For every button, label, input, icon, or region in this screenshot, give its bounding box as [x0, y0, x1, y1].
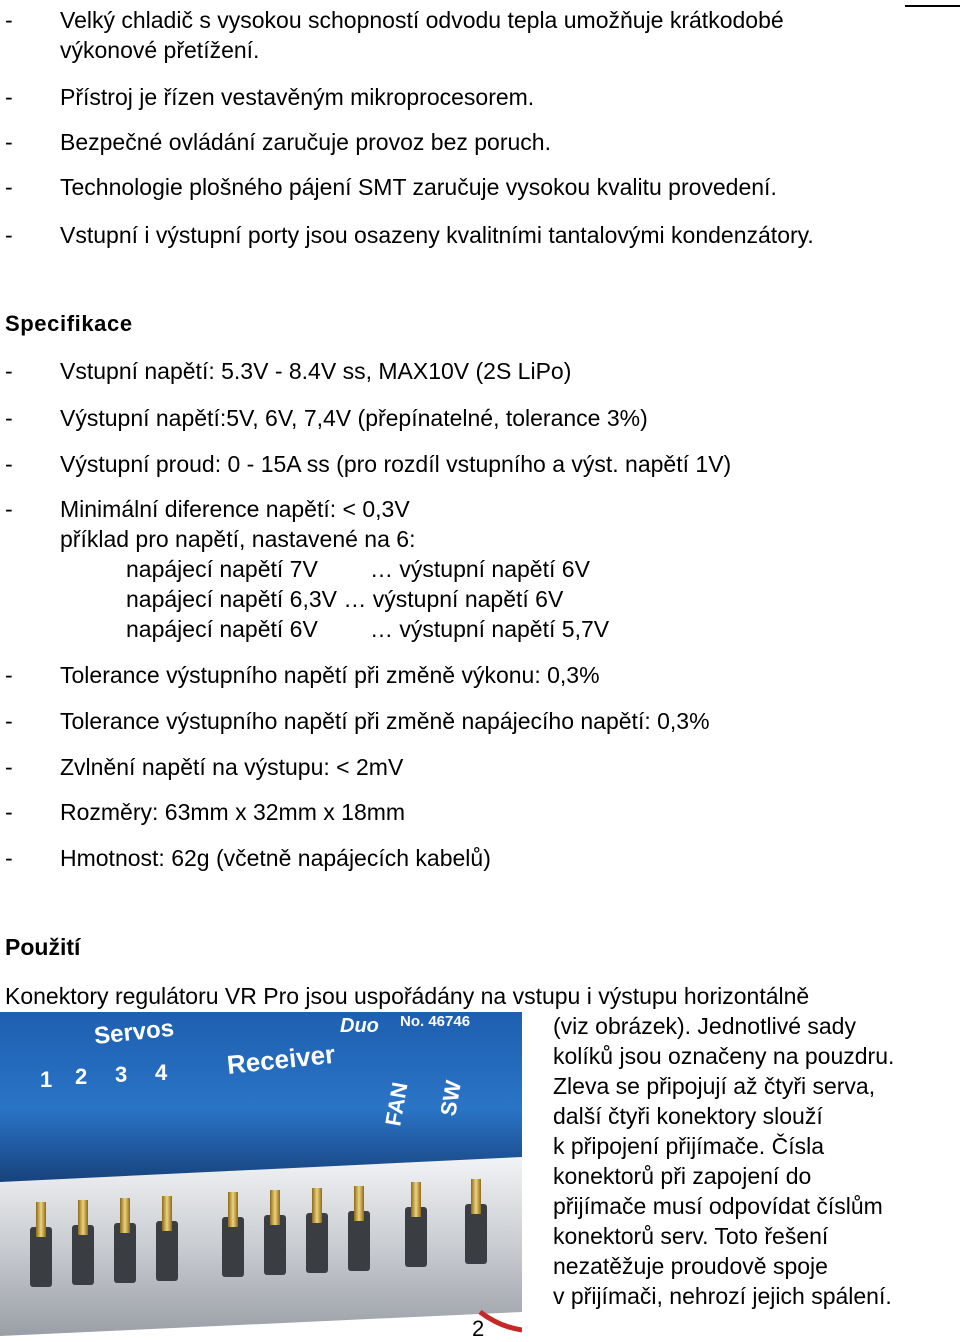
image-label-part-no: No. 46746 — [400, 1013, 471, 1030]
usage-line: (viz obrázek). Jednotlivé sady — [553, 1013, 856, 1039]
spec-item: Tolerance výstupního napětí při změně výkonu: 0,3% — [60, 662, 600, 688]
top-rule — [905, 5, 960, 7]
list-dash: - — [5, 84, 13, 110]
image-label-num: 2 — [75, 1064, 88, 1089]
spec-item: Rozměry: 63mm x 32mm x 18mm — [60, 799, 406, 825]
spec-item: Výstupní proud: 0 - 15A ss (pro rozdíl vstupního a výst. napětí 1V) — [60, 451, 732, 477]
spec-example-output: … výstupní napětí 6V — [370, 556, 590, 582]
feature-item: Bezpečné ovládání zaručuje provoz bez poruch. — [60, 129, 551, 155]
feature-item-continuation: výkonové přetížení. — [60, 37, 260, 63]
list-dash: - — [5, 496, 13, 522]
list-dash: - — [5, 708, 13, 734]
image-label-fan: FAN — [380, 1080, 413, 1128]
usage-intro-line: Konektory regulátoru VR Pro jsou uspořádány na vstupu i výstupu horizontálně — [5, 983, 810, 1009]
list-dash: - — [5, 174, 13, 200]
list-dash: - — [5, 845, 13, 871]
list-dash: - — [5, 129, 13, 155]
spec-item: Minimální diference napětí: < 0,3V — [60, 496, 410, 522]
list-dash: - — [5, 358, 13, 384]
image-label-servos: Servos — [92, 1014, 176, 1050]
usage-line: konektorů při zapojení do — [553, 1163, 812, 1189]
spec-example-input: napájecí napětí 6V — [126, 616, 318, 642]
usage-line: kolíků jsou označeny na pouzdru. — [553, 1043, 895, 1069]
regulator-photo — [0, 1012, 522, 1336]
usage-line: v přijímači, nehrozí jejich spálení. — [553, 1283, 892, 1309]
usage-line: přijímače musí odpovídat číslům — [553, 1193, 883, 1219]
list-dash: - — [5, 662, 13, 688]
list-dash: - — [5, 7, 13, 33]
usage-heading: Použití — [5, 934, 81, 960]
spec-example-line: napájecí napětí 6,3V … výstupní napětí 6V — [126, 586, 564, 612]
list-dash: - — [5, 799, 13, 825]
spec-item: Výstupní napětí:5V, 6V, 7,4V (přepínatelné, tolerance 3%) — [60, 405, 648, 431]
feature-item: Přístroj je řízen vestavěným mikroprocesorem. — [60, 84, 535, 110]
list-dash: - — [5, 451, 13, 477]
image-label-num: 4 — [155, 1060, 168, 1085]
list-dash: - — [5, 405, 13, 431]
list-dash: - — [5, 754, 13, 780]
spec-example-input: napájecí napětí 7V — [126, 556, 318, 582]
usage-line: konektorů serv. Toto řešení — [553, 1223, 829, 1249]
usage-line: k připojení přijímače. Čísla — [553, 1133, 824, 1159]
spec-item: Zvlnění napětí na výstupu: < 2mV — [60, 754, 404, 780]
page-number: 2 — [472, 1316, 485, 1341]
spec-example-intro: příklad pro napětí, nastavené na 6: — [60, 526, 416, 552]
usage-line: nezatěžuje proudově spoje — [553, 1253, 828, 1279]
image-label-receiver: Receiver — [225, 1038, 337, 1080]
usage-line: další čtyři konektory slouží — [553, 1103, 823, 1129]
spec-item: Vstupní napětí: 5.3V - 8.4V ss, MAX10V (2S LiPo) — [60, 358, 572, 384]
list-dash: - — [5, 222, 13, 248]
spec-item: Hmotnost: 62g (včetně napájecích kabelů) — [60, 845, 491, 871]
spec-example-output: … výstupní napětí 5,7V — [370, 616, 610, 642]
image-label-num: 3 — [115, 1062, 128, 1087]
image-label-sw: SW — [435, 1078, 467, 1118]
feature-item: Velký chladič s vysokou schopností odvodu tepla umožňuje krátkodobé — [60, 7, 784, 33]
spec-item: Tolerance výstupního napětí při změně napájecího napětí: 0,3% — [60, 708, 710, 734]
usage-line: Zleva se připojují až čtyři serva, — [553, 1073, 876, 1099]
image-label-duo: Duo — [340, 1015, 379, 1037]
feature-item: Technologie plošného pájení SMT zaručuje vysokou kvalitu provedení. — [60, 174, 777, 200]
image-label-num: 1 — [40, 1067, 53, 1092]
spec-heading: Specifikace — [5, 311, 133, 336]
feature-item: Vstupní i výstupní porty jsou osazeny kvalitními tantalovými kondenzátory. — [60, 222, 814, 248]
